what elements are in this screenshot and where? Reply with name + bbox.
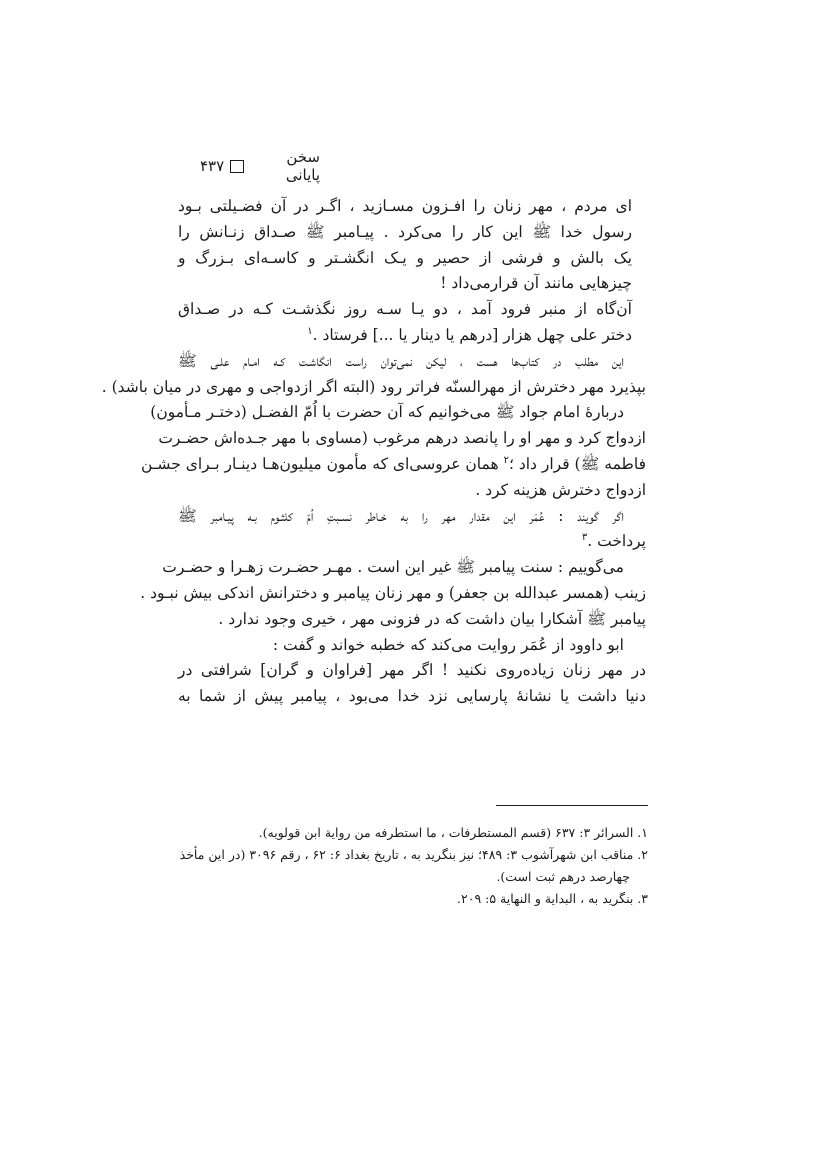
text-line: چیزهایی مانند آن قرارمی‌داد !: [440, 274, 632, 293]
footnote-continuation: چهارصد درهم ثبت است).: [496, 869, 630, 884]
text-line: ازدواج کرد و مهر او را پانصد درهم مرغوب (مساوی با مهر جـده‌اش حضـرت: [158, 429, 646, 448]
text-line: فاطمه ﷺ) قرار داد ؛$^۲$ همان عروسی‌ای که مأمون میلیون‌هـا دینـار بـرای جشـن: [141, 454, 646, 473]
text-line: پیامبر ﷺ آشکارا بیان داشت که در فزونی مهر ، خیری وجود ندارد .: [218, 609, 646, 628]
text-line: دختر علی چهل هزار [درهم یا دینار یا ...] فرستاد .$^۱$: [307, 325, 632, 344]
text-line: پرداخت .$^۳$: [581, 532, 646, 551]
text-line: این مطلب در کتاب‌ها هست ، لیکن نمی‌توان راست انگاشـت کـه امـام علـی ﷺ: [178, 351, 624, 370]
main-text: [101, 194, 646, 710]
footnote: ۲. مناقب ابن شهرآشوب ۳: ۴۸۹؛ نیز بنگرید به ، تاریخ بغداد ۶: ۶۲ ، رقم ۳۰۹۶ (در این مأخذ: [179, 847, 648, 862]
footnote: ۱. السرائر ۳: ۶۳۷ (قسم المستطرفات ، ما استطرفه من روایة ابن قولویه).: [258, 825, 648, 840]
text-line: رسول خدا ﷺ این کار را می‌کرد . پیـامبر ﷺ صـداق زنـانش را: [178, 222, 632, 241]
header-square-icon: [230, 160, 244, 173]
text-line: ای مردم ، مهر زنان را افـزون مسـازید ، اگـر در آن فضـیلتی بـود: [178, 197, 632, 215]
page-number: ۴۳۷: [200, 157, 225, 175]
text-line: آن‌گاه از منبر فرود آمد ، دو یـا سـه روز نگذشـت کـه در صـداق: [178, 300, 632, 319]
footnote: ۳. بنگرید به ، البدایة و النهایة ۵: ۲۰۹.: [457, 891, 648, 906]
footnote-divider: [496, 805, 648, 806]
text-line: یک بالش و فرشی از حصیر و یـک انگشـتر و کاسـه‌ای بـزرگ و: [178, 248, 632, 267]
footnote-ref: ۳: [581, 532, 588, 544]
text-line: ازدواج دخترش هزینه کرد .: [475, 480, 646, 499]
text-line: در مهر زنان زیاده‌روی نکنید ! اگر مهر [فراوان و گران] شرافتی در: [178, 661, 646, 680]
footnote-ref: ۲: [503, 454, 509, 466]
quote-block: [178, 194, 646, 349]
text-line: دربارهٔ امام جواد ﷺ می‌خوانیم که آن حضرت با اُمّ الفضـل (دختـر مـأمون): [150, 403, 624, 422]
footnote-ref: ۱: [307, 325, 313, 337]
running-header: [200, 148, 320, 184]
text-line: زینب (همسر عبدالله بن جعفر) و مهر زنان پیامبر و دخترانش اندکی بیش نبـود .: [140, 583, 646, 602]
footnotes: [179, 822, 648, 910]
text-line: اگر گویند : عُمَر این مقدار مهر را به خـاطر نسـبتِ اُمّ کلثـوم بـه پیـامبر ﷺ: [178, 506, 624, 525]
running-title: سخن پایانی: [285, 148, 320, 184]
text-line: بپذیرد مهر دخترش از مهرالسنّه فراتر رود (البته اگر ازدواجی و مهری در میان باشد) .: [101, 377, 646, 396]
text-line: ابو داوود از عُمَر روایت می‌کند که خطبه خواند و گفت :: [272, 635, 624, 654]
text-line: دنیا داشت یا نشانهٔ پارسایی نزد خدا می‌بود ، پیامبر پیش از شما به: [178, 687, 646, 706]
text-line: می‌گوییم : سنت پیامبر ﷺ غیر این است . مهـر حضـرت زهـرا و حضـرت: [162, 558, 624, 577]
